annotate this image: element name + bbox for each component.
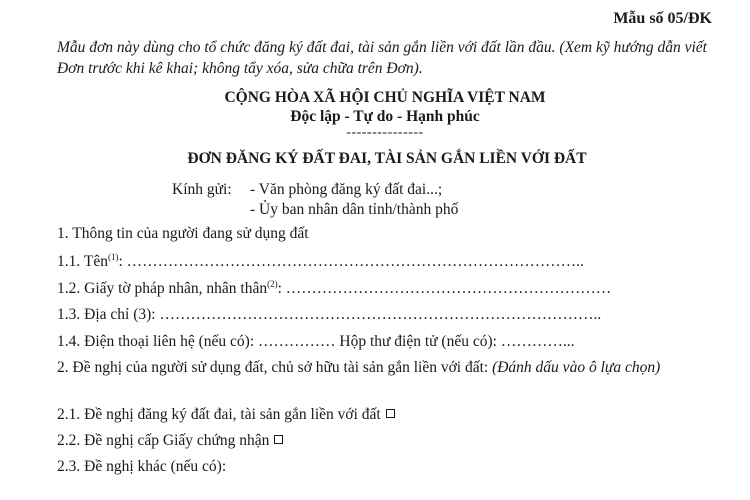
header-divider: --------------- (346, 125, 424, 140)
papers-label: 1.2. Giấy tờ pháp nhân, nhân thân (57, 280, 268, 298)
option-register-label: 2.1. Đề nghị đăng ký đất đai, tài sản gắn liền với đất (57, 406, 381, 423)
option-other-row[interactable]: 2.3. Đề nghị khác (nếu có): (57, 458, 227, 475)
national-header (0, 88, 750, 139)
section2-heading-note: (Đánh dấu vào ô lựa chọn) (492, 359, 661, 376)
option-certificate-label: 2.2. Đề nghị cấp Giấy chứng nhận (57, 432, 270, 449)
recipient-line-1: - Văn phòng đăng ký đất đai...; (250, 181, 443, 198)
papers-note: (2) (267, 279, 278, 289)
form-code: Mẫu số 05/ĐK (613, 10, 712, 27)
document-title: ĐƠN ĐĂNG KÝ ĐẤT ĐAI, TÀI SẢN GẮN LIỀN VỚI ĐẤT (187, 150, 587, 167)
recipients-label: Kính gửi: (172, 181, 232, 198)
name-note: (1) (107, 252, 119, 262)
section1-heading: 1. Thông tin của người đang sử dụng đất (57, 225, 309, 242)
section2-heading-text: 2. Đề nghị của người sử dụng đất, chủ sở hữu tài sản gắn liền với đất: (57, 359, 489, 376)
intro-note: Mẫu đơn này dùng cho tổ chức đăng ký đất đai, tài sản gắn liền với đất lần đầu. (Xem kỹ hướng dẫn viết Đơn trước khi kê khai; không tẩy xóa, sửa chữa trên Đơn). (57, 39, 707, 77)
papers-field-row[interactable] (57, 279, 611, 298)
address-field-row[interactable]: 1.3. Địa chỉ (3): ………………………………………………………………………….. (57, 306, 602, 323)
section2-heading (57, 357, 727, 378)
phone-email-field-row[interactable]: 1.4. Điện thoại liên hệ (nếu có): …………… Hộp thư điện tử (nếu có): …………... (57, 333, 575, 350)
option-certificate-checkbox[interactable] (274, 435, 283, 444)
option-register-row[interactable] (57, 406, 395, 424)
name-label: 1.1. Tên (57, 253, 108, 271)
nation-name: CỘNG HÒA XÃ HỘI CHỦ NGHĨA VIỆT NAM (224, 89, 546, 106)
papers-fill: : ……………………………………………………… (277, 280, 612, 298)
recipients-block (172, 180, 458, 220)
recipient-line-2: - Ủy ban nhân dân tỉnh/thành phố (250, 201, 459, 218)
recipient-row (172, 180, 458, 200)
name-fill: : …………………………………………………………………………….. (118, 253, 584, 271)
option-certificate-row[interactable] (57, 432, 283, 450)
name-field-row[interactable] (57, 252, 584, 271)
option-register-checkbox[interactable] (386, 409, 395, 418)
national-motto: Độc lập - Tự do - Hạnh phúc (290, 108, 480, 125)
